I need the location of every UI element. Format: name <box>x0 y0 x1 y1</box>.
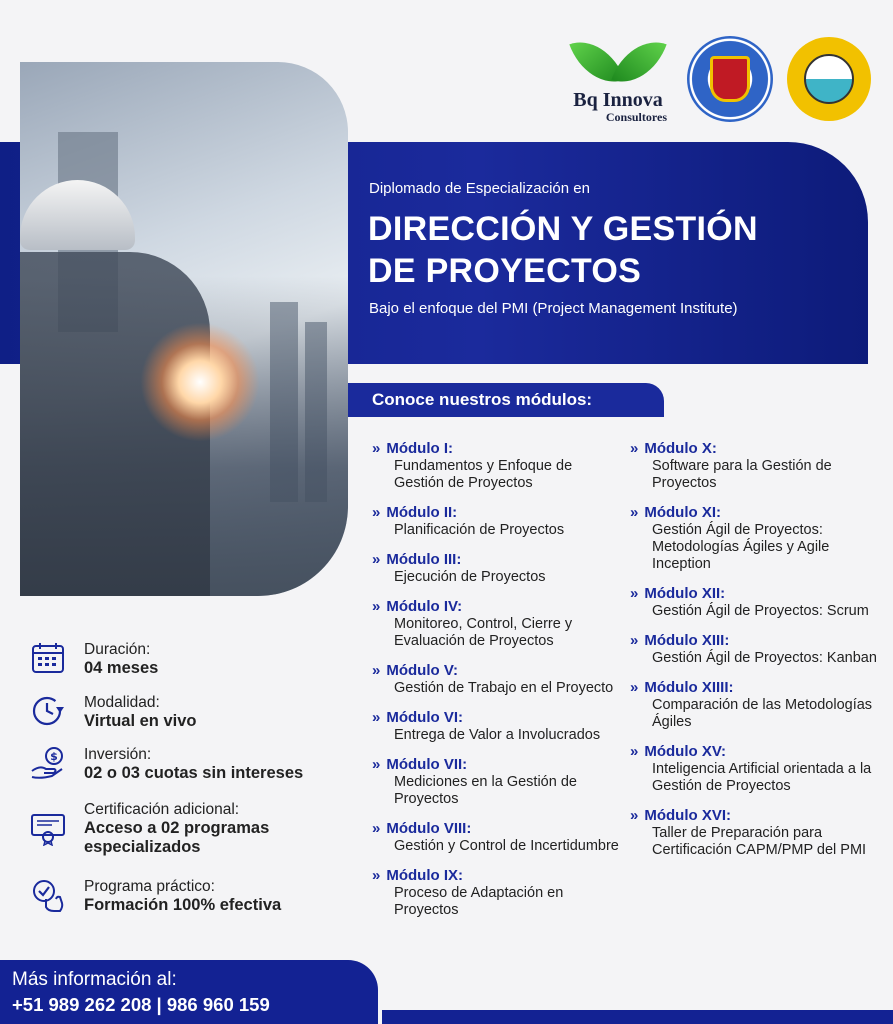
module-label-text: Módulo III: <box>386 551 462 568</box>
double-chevron-icon: » <box>372 820 381 837</box>
double-chevron-icon: » <box>372 709 381 726</box>
module-label <box>372 867 622 885</box>
module-label <box>630 585 880 603</box>
module-label-text: Módulo XI: <box>644 504 721 521</box>
clock-icon <box>30 693 66 729</box>
module-label-text: Módulo VIII: <box>386 820 472 837</box>
check-hand-icon <box>30 877 66 913</box>
module-label-text: Módulo I: <box>386 440 453 457</box>
module-label-text: Módulo XII: <box>644 585 726 602</box>
module-description: Gestión Ágil de Proyectos: Scrum <box>652 603 869 619</box>
module-description: Gestión Ágil de Proyectos: Metodologías Ágiles y Agile Inception <box>652 522 830 572</box>
module-label <box>372 820 622 838</box>
module-label <box>372 440 622 458</box>
double-chevron-icon: » <box>630 585 639 602</box>
double-chevron-icon: » <box>630 807 639 824</box>
module-label <box>372 551 622 569</box>
double-chevron-icon: » <box>372 598 381 615</box>
title-line-1: DIRECCIÓN Y GESTIÓN <box>368 210 758 248</box>
foundation-seal-icon <box>787 37 871 121</box>
svg-text:$: $ <box>50 750 58 763</box>
module-item <box>372 440 622 492</box>
module-description: Entrega de Valor a Involucrados <box>394 727 601 743</box>
module-description: Taller de Preparación para Certificación CAPM/PMP del PMI <box>652 825 867 858</box>
brand-name: Bq Innova <box>573 89 663 111</box>
double-chevron-icon: » <box>630 440 639 457</box>
bq-innova-logo <box>563 32 673 125</box>
title-line-2: DE PROYECTOS <box>368 252 642 290</box>
module-label <box>630 504 880 522</box>
module-label <box>630 632 880 650</box>
info-practice <box>30 877 360 915</box>
hero-photo <box>20 62 348 596</box>
program-title <box>368 208 758 292</box>
practice-value: Formación 100% efectiva <box>84 896 282 914</box>
double-chevron-icon: » <box>372 662 381 679</box>
module-label <box>630 807 880 825</box>
module-label <box>372 662 622 680</box>
module-label-text: Módulo V: <box>386 662 458 679</box>
module-label-text: Módulo XIIII: <box>644 679 734 696</box>
module-label-text: Módulo VI: <box>386 709 463 726</box>
module-description: Planificación de Proyectos <box>394 522 565 538</box>
module-item <box>630 585 880 620</box>
cert-value: Acceso a 02 programas especializados <box>84 819 270 856</box>
module-description: Proceso de Adaptación en Proyectos <box>394 885 564 918</box>
logo-row <box>563 32 871 125</box>
more-info-label: Más información al: <box>12 969 177 990</box>
calendar-icon <box>30 640 66 676</box>
modules-heading: Conoce nuestros módulos: <box>348 383 664 417</box>
bottom-bar <box>382 1010 893 1024</box>
module-label-text: Módulo VII: <box>386 756 468 773</box>
module-label-text: Módulo XIII: <box>644 632 730 649</box>
practice-label: Programa práctico: <box>84 878 215 895</box>
module-item <box>630 743 880 795</box>
module-description: Ejecución de Proyectos <box>394 569 546 585</box>
info-certification <box>30 800 360 857</box>
modality-label: Modalidad: <box>84 694 160 711</box>
module-label <box>372 756 622 774</box>
phone-numbers[interactable]: +51 989 262 208 | 986 960 159 <box>12 994 270 1015</box>
double-chevron-icon: » <box>372 504 381 521</box>
module-item <box>372 709 622 744</box>
university-seal-icon <box>687 36 773 122</box>
module-label <box>630 440 880 458</box>
modules-column-right <box>630 440 880 871</box>
double-chevron-icon: » <box>372 551 381 568</box>
module-description: Gestión de Trabajo en el Proyecto <box>394 680 614 696</box>
program-subtitle: Diplomado de Especialización en <box>369 180 590 197</box>
module-label <box>630 679 880 697</box>
info-modality <box>30 693 360 731</box>
module-label-text: Módulo IX: <box>386 867 463 884</box>
module-item <box>372 867 622 919</box>
contact-footer <box>0 960 378 1024</box>
double-chevron-icon: » <box>372 756 381 773</box>
module-label-text: Módulo IV: <box>386 598 463 615</box>
module-description: Mediciones en la Gestión de Proyectos <box>394 774 577 807</box>
modality-value: Virtual en vivo <box>84 712 197 730</box>
investment-value: 02 o 03 cuotas sin intereses <box>84 764 304 782</box>
module-description: Gestión Ágil de Proyectos: Kanban <box>652 650 877 666</box>
duration-label: Duración: <box>84 641 151 658</box>
module-label-text: Módulo XV: <box>644 743 727 760</box>
money-hand-icon <box>30 745 66 781</box>
module-label-text: Módulo XVI: <box>644 807 731 824</box>
module-item <box>372 598 622 650</box>
info-investment <box>30 745 360 783</box>
module-item <box>372 662 622 697</box>
module-item <box>372 504 622 539</box>
double-chevron-icon: » <box>630 504 639 521</box>
module-label <box>630 743 880 761</box>
module-item <box>630 504 880 573</box>
module-label <box>372 504 622 522</box>
double-chevron-icon: » <box>372 440 381 457</box>
module-description: Software para la Gestión de Proyectos <box>652 458 832 491</box>
module-label-text: Módulo II: <box>386 504 458 521</box>
module-label-text: Módulo X: <box>644 440 717 457</box>
certificate-icon <box>30 810 66 846</box>
module-description: Inteligencia Artificial orientada a la Gestión de Proyectos <box>652 761 872 794</box>
module-description: Comparación de las Metodologías Ágiles <box>652 697 873 730</box>
module-item <box>372 551 622 586</box>
investment-label: Inversión: <box>84 746 152 763</box>
module-item <box>372 756 622 808</box>
module-item <box>630 807 880 859</box>
module-description: Gestión y Control de Incertidumbre <box>394 838 619 854</box>
module-description: Fundamentos y Enfoque de Gestión de Proyectos <box>394 458 573 491</box>
module-label <box>372 598 622 616</box>
module-item <box>630 632 880 667</box>
double-chevron-icon: » <box>630 743 639 760</box>
module-item <box>372 820 622 855</box>
double-chevron-icon: » <box>630 632 639 649</box>
module-item <box>630 440 880 492</box>
double-chevron-icon: » <box>630 679 639 696</box>
brand-tagline: Consultores <box>605 110 667 124</box>
modules-column-left <box>372 440 622 931</box>
cert-label: Certificación adicional: <box>84 801 240 818</box>
double-chevron-icon: » <box>372 867 381 884</box>
module-description: Monitoreo, Control, Cierre y Evaluación de Proyectos <box>394 616 573 649</box>
module-label <box>372 709 622 727</box>
duration-value: 04 meses <box>84 659 159 677</box>
program-approach: Bajo el enfoque del PMI (Project Management Institute) <box>369 300 738 317</box>
module-item <box>630 679 880 731</box>
info-duration <box>30 640 360 678</box>
